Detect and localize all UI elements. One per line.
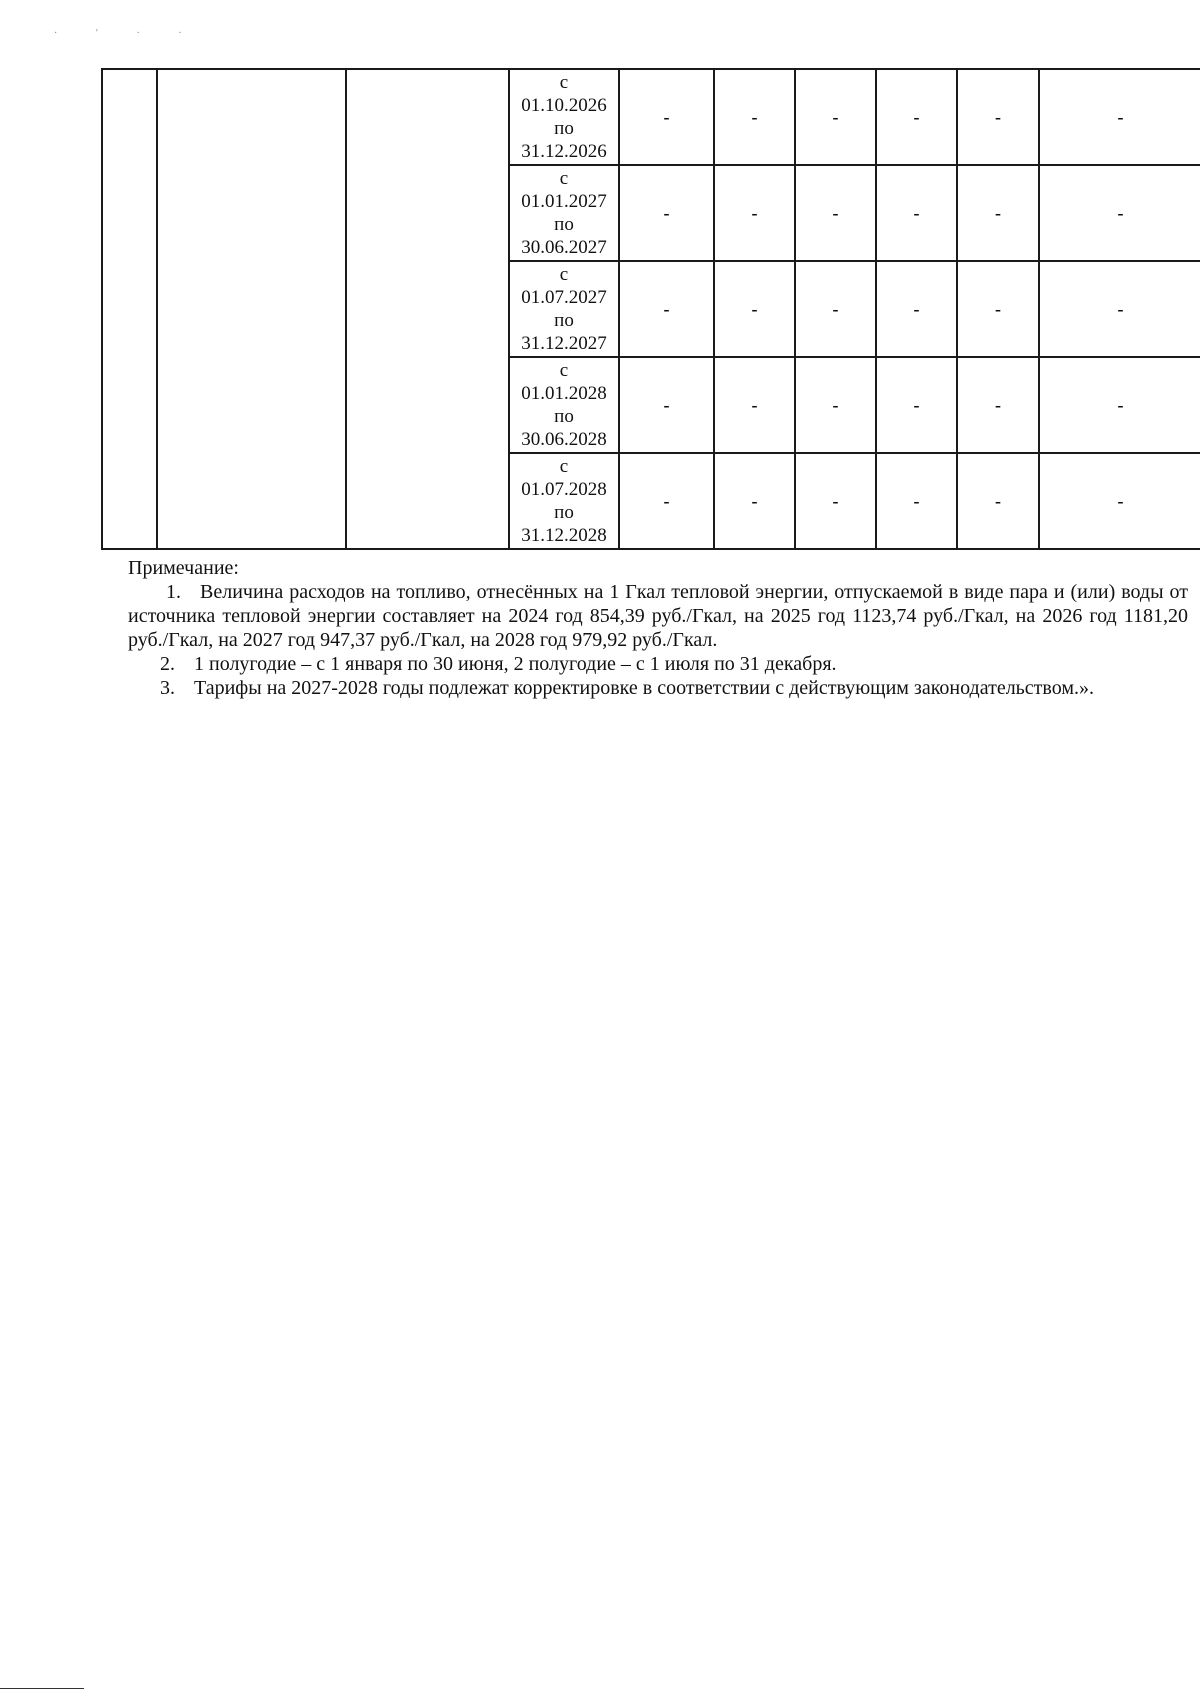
value-cell (957, 453, 1039, 549)
value-cell (957, 357, 1039, 453)
value-cell (957, 165, 1039, 261)
table-row (102, 165, 1200, 261)
period-line: 01.07.2027 (521, 287, 607, 308)
value-cell (714, 165, 795, 261)
value-text: - (751, 106, 758, 127)
value-text: - (1117, 490, 1124, 511)
value-cell (876, 453, 957, 549)
value-cell (795, 165, 876, 261)
note-text: Величина расходов на топливо, отнесённых на 1 Гкал тепловой энергии, отпускаемой в виде пара и (или) воды от источника тепловой энергии составляет на 2024 год 854,39 руб./Гкал, на 2025 год 1123,74 руб./Гкал, на 2026 год 1181,20 руб./Гкал, на 2027 год 947,37 руб./Гкал, на 2028 год 979,92 руб./Гкал. (128, 581, 1188, 651)
empty-cell (102, 261, 157, 357)
empty-cell (346, 261, 509, 357)
value-cell (876, 165, 957, 261)
period-text (510, 455, 618, 547)
value-text: - (995, 106, 1001, 127)
period-line: 01.01.2027 (521, 191, 607, 212)
value-text: - (832, 106, 839, 127)
value-cell (876, 261, 957, 357)
value-text: - (832, 298, 839, 319)
period-line: 31.12.2026 (521, 141, 607, 162)
period-cell (509, 165, 619, 261)
value-text: - (751, 202, 758, 223)
table-row (102, 69, 1200, 165)
tariff-table (101, 68, 1200, 550)
empty-cell (102, 69, 157, 165)
period-line: 01.07.2028 (521, 479, 607, 500)
value-cell (619, 165, 714, 261)
period-text (510, 263, 618, 355)
value-cell (1039, 453, 1200, 549)
value-text: - (663, 106, 670, 127)
value-text: - (995, 394, 1001, 415)
note-number: 2. (160, 653, 175, 675)
table-row (102, 357, 1200, 453)
empty-cell (346, 69, 509, 165)
value-text: - (751, 490, 758, 511)
notes-section (128, 556, 1188, 700)
value-cell (714, 261, 795, 357)
empty-cell (346, 165, 509, 261)
value-text: - (663, 490, 670, 511)
value-text: - (751, 298, 758, 319)
value-text: - (1117, 298, 1124, 319)
value-cell (619, 357, 714, 453)
value-text: - (832, 202, 839, 223)
value-cell (876, 69, 957, 165)
value-text: - (913, 106, 920, 127)
value-cell (1039, 165, 1200, 261)
value-cell (1039, 357, 1200, 453)
value-cell (957, 261, 1039, 357)
empty-cell (157, 69, 346, 165)
value-text: - (1117, 202, 1124, 223)
period-line: с (559, 456, 569, 477)
value-cell (795, 261, 876, 357)
period-line: 01.10.2026 (521, 95, 607, 116)
value-text: - (995, 202, 1001, 223)
notes-title: Примечание: (128, 557, 239, 579)
empty-cell (102, 357, 157, 453)
empty-cell (157, 357, 346, 453)
value-cell (795, 453, 876, 549)
period-cell (509, 261, 619, 357)
table-body (102, 69, 1200, 549)
value-cell (714, 69, 795, 165)
period-line: по (554, 118, 574, 139)
value-cell (619, 261, 714, 357)
period-text (510, 71, 618, 163)
note-item (128, 676, 1188, 700)
value-text: - (663, 298, 670, 319)
period-line: 30.06.2027 (521, 237, 607, 258)
note-text: 1 полугодие – с 1 января по 30 июня, 2 полугодие – с 1 июля по 31 декабря. (194, 653, 837, 675)
period-line: по (554, 502, 574, 523)
period-text (510, 359, 618, 451)
table-row (102, 261, 1200, 357)
period-line: по (554, 406, 574, 427)
scan-artifact: · ′ · · (54, 28, 200, 39)
value-cell (795, 69, 876, 165)
value-text: - (832, 394, 839, 415)
value-text: - (995, 298, 1001, 319)
note-number: 3. (160, 677, 175, 699)
empty-cell (346, 453, 509, 549)
period-line: с (559, 360, 569, 381)
period-cell (509, 453, 619, 549)
value-cell (619, 69, 714, 165)
page-edge-line (0, 1688, 84, 1689)
period-line: 01.01.2028 (521, 383, 607, 404)
empty-cell (102, 165, 157, 261)
value-cell (1039, 261, 1200, 357)
period-line: по (554, 310, 574, 331)
period-line: 30.06.2028 (521, 429, 607, 450)
empty-cell (346, 357, 509, 453)
value-cell (1039, 69, 1200, 165)
value-text: - (751, 394, 758, 415)
value-text: - (663, 394, 670, 415)
empty-cell (157, 453, 346, 549)
period-cell (509, 69, 619, 165)
empty-cell (157, 261, 346, 357)
value-text: - (913, 202, 920, 223)
value-text: - (1117, 394, 1124, 415)
value-text: - (913, 298, 920, 319)
empty-cell (102, 453, 157, 549)
value-text: - (1117, 106, 1124, 127)
empty-cell (157, 165, 346, 261)
note-text: Тарифы на 2027-2028 годы подлежат корректировке в соответствии с действующим законодательством.». (194, 677, 1094, 699)
note-item (128, 580, 1188, 652)
period-text (510, 167, 618, 259)
value-cell (714, 357, 795, 453)
note-number: 1. (166, 581, 181, 603)
value-text: - (663, 202, 670, 223)
value-text: - (913, 490, 920, 511)
value-cell (876, 357, 957, 453)
note-item (128, 652, 1188, 676)
table-row (102, 453, 1200, 549)
value-text: - (913, 394, 920, 415)
period-line: с (559, 72, 569, 93)
value-cell (957, 69, 1039, 165)
value-cell (714, 453, 795, 549)
value-text: - (832, 490, 839, 511)
value-text: - (995, 490, 1001, 511)
period-line: с (559, 264, 569, 285)
period-cell (509, 357, 619, 453)
period-line: 31.12.2028 (521, 525, 607, 546)
period-line: по (554, 214, 574, 235)
period-line: с (559, 168, 569, 189)
period-line: 31.12.2027 (521, 333, 607, 354)
value-cell (795, 357, 876, 453)
value-cell (619, 453, 714, 549)
